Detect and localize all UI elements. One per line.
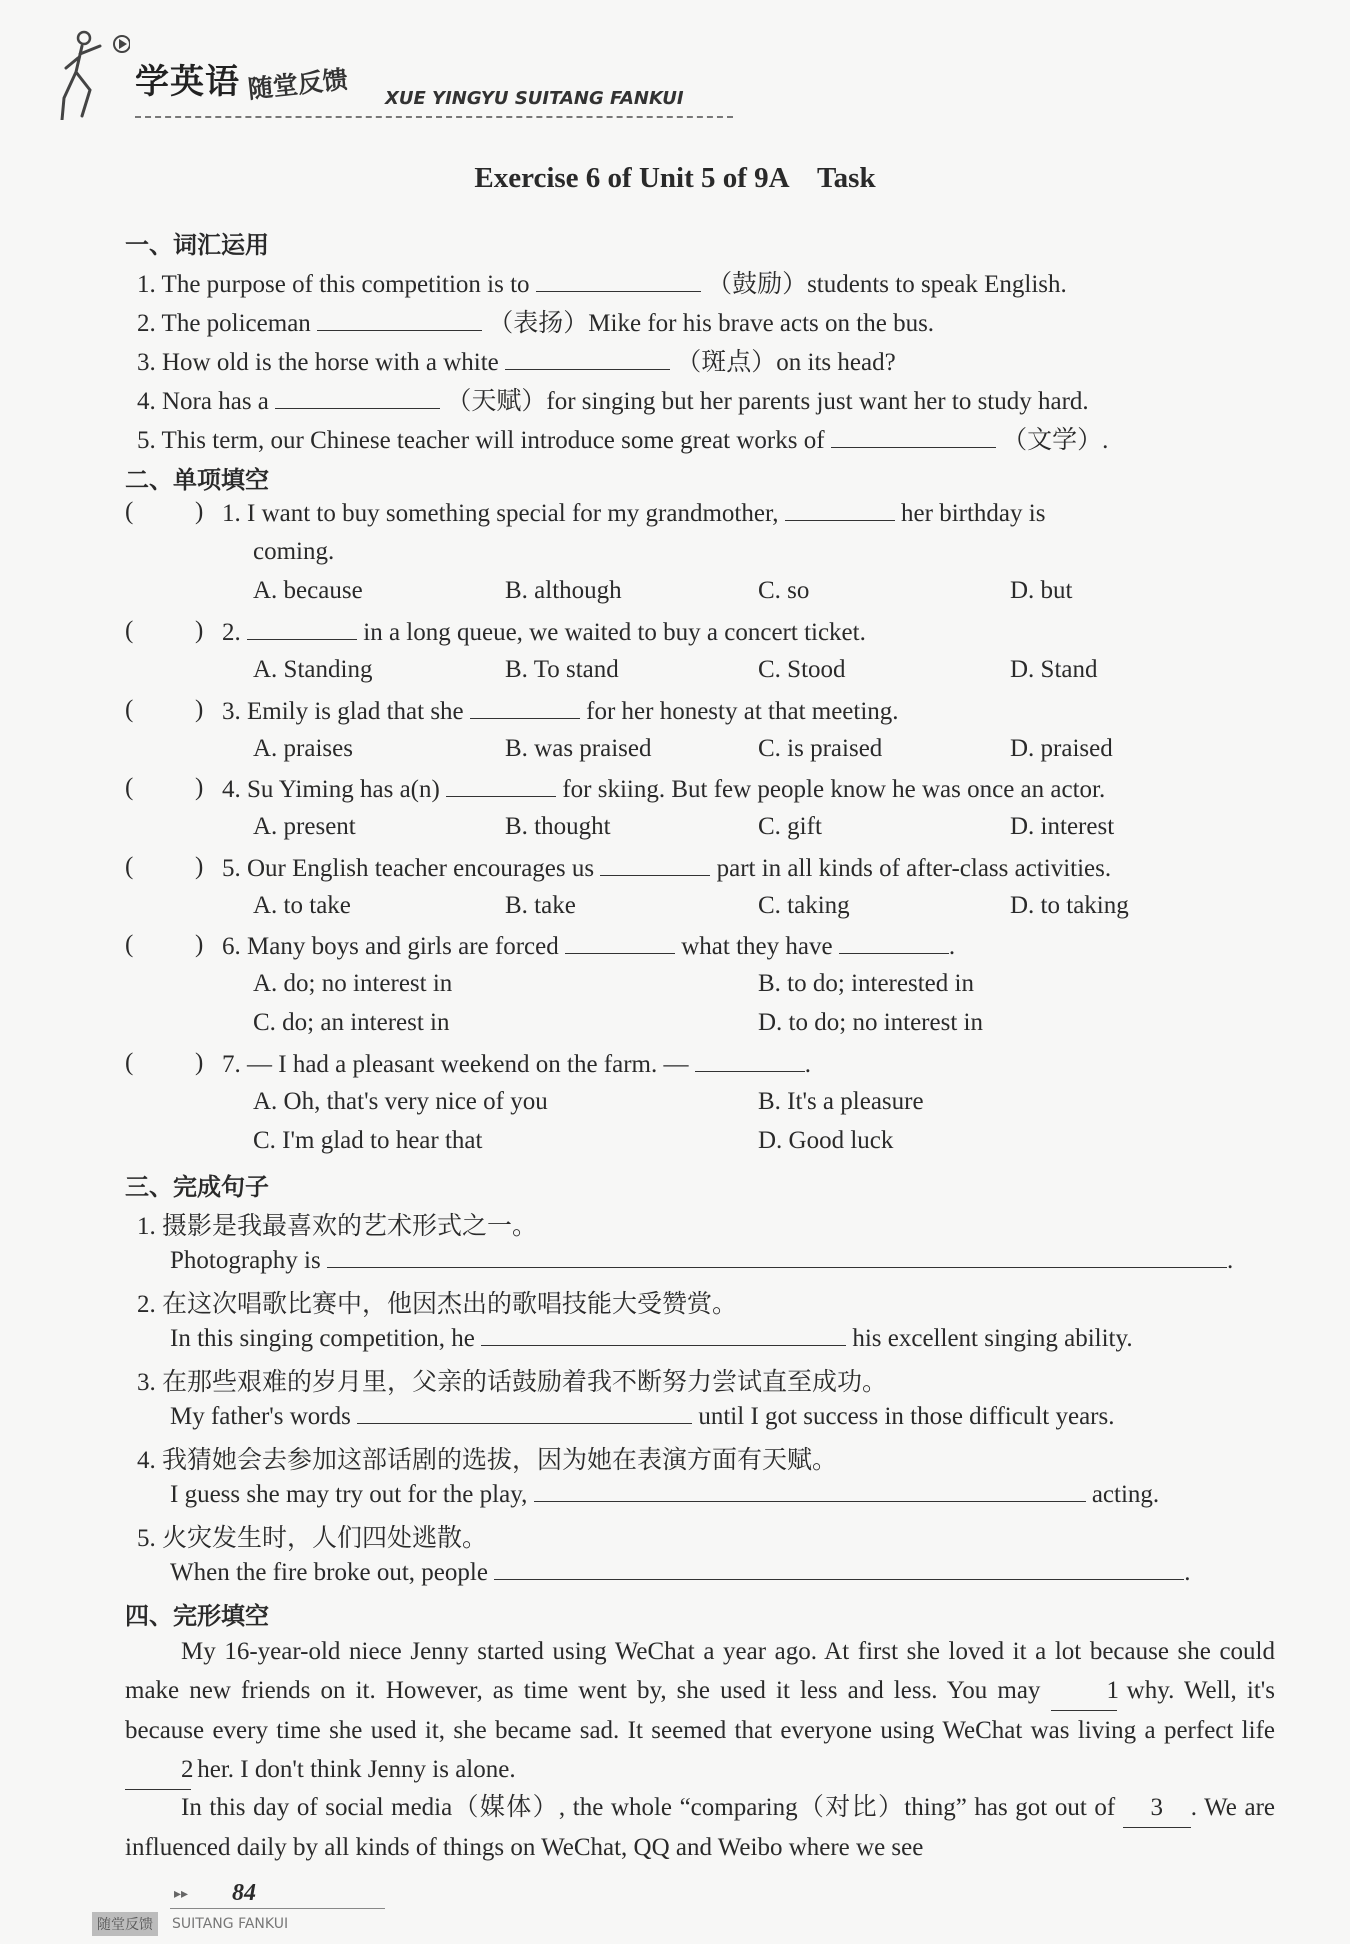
header-pinyin: XUE YINGYU SUITANG FANKUI [385, 88, 684, 109]
footer-divider [170, 1908, 385, 1909]
s2-q1: 1. I want to buy something special for my grandmother, her birthday is [222, 500, 1046, 527]
cloze-paragraph-1: My 16-year-old niece Jenny started using WeChat a year ago. At first she loved it a lot because she could make new friends on it. However, as time went by, she used it less and less. You may 1 why. Well, it's because every time she used it, she became sad. It seemed that everyone using WeChat was living a perfect life 2 her. I don't think Jenny is alone. [125, 1632, 1275, 1790]
arrow-icon: ▸▸ [174, 1887, 189, 1902]
option[interactable]: A. do; no interest in [253, 970, 453, 997]
s3-item-1: Photography is . [170, 1247, 1234, 1274]
header-subtitle: 随堂反馈 [246, 64, 350, 104]
s1-item-2: 2. The policeman （表扬）Mike for his brave acts on the bus. [137, 310, 935, 337]
answer-paren-open: ( [125, 774, 134, 801]
option[interactable]: C. taking [758, 892, 850, 919]
answer-paren-close[interactable]: ) [195, 853, 204, 880]
answer-paren-close[interactable]: ) [195, 1049, 204, 1076]
option[interactable]: A. present [253, 813, 356, 840]
section-2-heading: 二、单项填空 [125, 466, 269, 494]
s3-item-5: When the fire broke out, people . [170, 1559, 1191, 1586]
option[interactable]: C. gift [758, 813, 822, 840]
s3-item-4: I guess she may try out for the play, acting. [170, 1481, 1160, 1508]
s2-q7: 7. — I had a pleasant weekend on the farm. — . [222, 1051, 812, 1078]
answer-blank[interactable] [446, 774, 556, 797]
section-3-heading: 三、完成句子 [125, 1173, 269, 1201]
s3-item-3-cn: 3. 在那些艰难的岁月里，父亲的话鼓励着我不断努力尝试直至成功。 [137, 1369, 888, 1396]
answer-paren-close[interactable]: ) [195, 931, 204, 958]
page-title: Exercise 6 of Unit 5 of 9A Task [474, 162, 876, 194]
answer-blank[interactable] [470, 696, 580, 719]
answer-blank[interactable] [785, 498, 895, 521]
s1-item-3: 3. How old is the horse with a white （斑点）on its head? [137, 349, 896, 376]
option[interactable]: A. because [253, 577, 363, 604]
s2-q6: 6. Many boys and girls are forced what they have . [222, 933, 956, 960]
section-4-heading: 四、完形填空 [125, 1602, 269, 1630]
option[interactable]: C. do; an interest in [253, 1009, 450, 1036]
option[interactable]: D. to do; no interest in [758, 1009, 983, 1036]
s3-item-1-cn: 1. 摄影是我最喜欢的艺术形式之一。 [137, 1213, 538, 1240]
option[interactable]: D. but [1010, 577, 1073, 604]
cloze-blank-3[interactable]: 3 [1123, 1788, 1191, 1828]
header-title: 学英语 [135, 62, 240, 102]
answer-paren-close[interactable]: ) [195, 774, 204, 801]
s2-q5: 5. Our English teacher encourages us part in all kinds of after-class activities. [222, 855, 1112, 882]
footer-subtitle: SUITANG FANKUI [172, 1916, 289, 1932]
option[interactable]: B. It's a pleasure [758, 1088, 924, 1115]
answer-blank[interactable] [565, 931, 675, 954]
answer-paren-close[interactable]: ) [195, 696, 204, 723]
option[interactable]: A. Standing [253, 656, 373, 683]
s3-item-2: In this singing competition, he his excellent singing ability. [170, 1325, 1133, 1352]
answer-blank[interactable] [317, 308, 482, 331]
answer-paren-close[interactable]: ) [195, 617, 204, 644]
answer-blank[interactable] [494, 1557, 1184, 1580]
option[interactable]: A. praises [253, 735, 353, 762]
s1-item-5: 5. This term, our Chinese teacher will introduce some great works of （文学）. [137, 427, 1109, 454]
option[interactable]: D. to taking [1010, 892, 1129, 919]
option[interactable]: C. so [758, 577, 810, 604]
option[interactable]: B. although [505, 577, 622, 604]
option[interactable]: B. take [505, 892, 576, 919]
option[interactable]: C. is praised [758, 735, 883, 762]
answer-blank[interactable] [534, 1479, 1086, 1502]
answer-blank[interactable] [600, 853, 710, 876]
s3-item-4-cn: 4. 我猜她会去参加这部话剧的选拔，因为她在表演方面有天赋。 [137, 1447, 838, 1474]
option[interactable]: B. to do; interested in [758, 970, 974, 997]
s2-q2: 2. in a long queue, we waited to buy a concert ticket. [222, 619, 866, 646]
answer-paren-open: ( [125, 853, 134, 880]
s2-q4: 4. Su Yiming has a(n) for skiing. But few people know he was once an actor. [222, 776, 1106, 803]
answer-blank[interactable] [536, 269, 701, 292]
answer-paren-open: ( [125, 931, 134, 958]
answer-blank[interactable] [831, 425, 996, 448]
answer-blank[interactable] [505, 347, 670, 370]
option[interactable]: D. praised [1010, 735, 1113, 762]
answer-paren-close[interactable]: ) [195, 498, 204, 525]
page-number: 84 [232, 1880, 256, 1906]
footer-badge: 随堂反馈 [92, 1912, 158, 1936]
s2-q3: 3. Emily is glad that she for her honesty at that meeting. [222, 698, 899, 725]
s3-item-3: My father's words until I got success in those difficult years. [170, 1403, 1115, 1430]
option[interactable]: C. I'm glad to hear that [253, 1127, 483, 1154]
answer-blank[interactable] [839, 931, 949, 954]
answer-blank[interactable] [481, 1323, 846, 1346]
answer-blank[interactable] [275, 386, 440, 409]
cloze-blank-1[interactable]: 1 [1051, 1671, 1117, 1711]
section-1-heading: 一、词汇运用 [125, 231, 269, 259]
option[interactable]: A. to take [253, 892, 351, 919]
answer-paren-open: ( [125, 617, 134, 644]
option[interactable]: A. Oh, that's very nice of you [253, 1088, 548, 1115]
page-footer [92, 1880, 412, 1940]
option[interactable]: B. To stand [505, 656, 619, 683]
runner-logo-icon [60, 28, 130, 120]
answer-paren-open: ( [125, 498, 134, 525]
option[interactable]: B. thought [505, 813, 611, 840]
answer-paren-open: ( [125, 696, 134, 723]
s1-item-1: 1. The purpose of this competition is to （鼓励）students to speak English. [137, 271, 1067, 298]
s2-q1-cont: coming. [253, 538, 335, 565]
answer-blank[interactable] [247, 617, 357, 640]
option[interactable]: C. Stood [758, 656, 846, 683]
cloze-blank-2[interactable]: 2 [125, 1750, 191, 1790]
header-divider [135, 116, 733, 118]
option[interactable]: D. interest [1010, 813, 1115, 840]
option[interactable]: D. Good luck [758, 1127, 894, 1154]
s1-item-4: 4. Nora has a （天赋）for singing but her parents just want her to study hard. [137, 388, 1089, 415]
answer-paren-open: ( [125, 1049, 134, 1076]
s3-item-5-cn: 5. 火灾发生时，人们四处逃散。 [137, 1525, 488, 1552]
s3-item-2-cn: 2. 在这次唱歌比赛中，他因杰出的歌唱技能大受赞赏。 [137, 1291, 738, 1318]
option[interactable]: B. was praised [505, 735, 652, 762]
cloze-paragraph-2: In this day of social media（媒体）, the whole “comparing（对比）thing” has got out of 3 . We are influenced daily by all kinds of things on WeChat, QQ and Weibo where we see [125, 1788, 1275, 1867]
answer-blank[interactable] [327, 1245, 1227, 1268]
option[interactable]: D. Stand [1010, 656, 1098, 683]
book-header [60, 20, 700, 125]
answer-blank[interactable] [357, 1401, 692, 1424]
answer-blank[interactable] [695, 1049, 805, 1072]
